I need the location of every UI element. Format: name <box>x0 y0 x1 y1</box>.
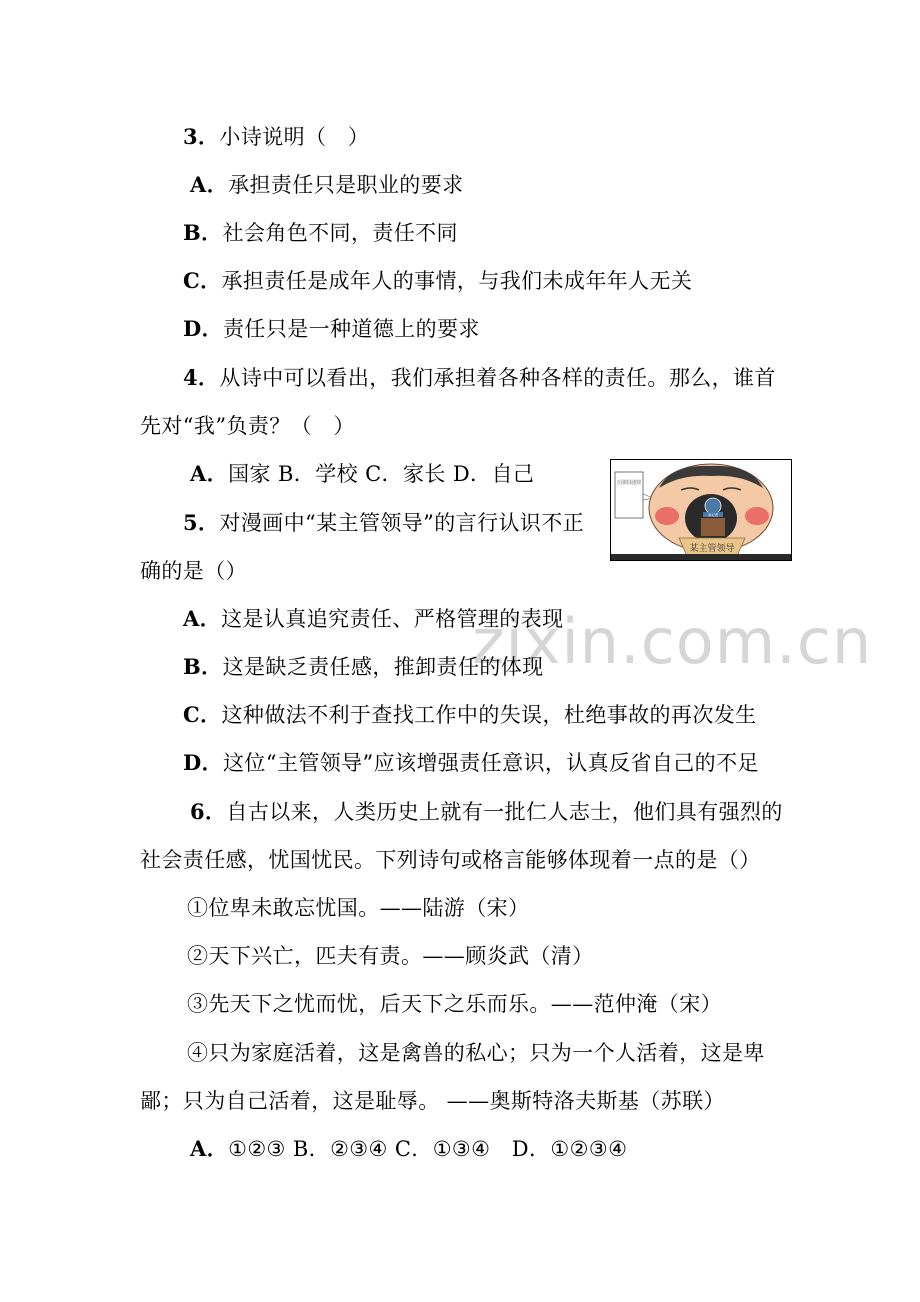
q-text: 自古以来，人类历史上就有一批仁人志士，他们具有强烈的 <box>226 800 783 824</box>
option-text: 责任只是一种道德上的要求 <box>223 317 480 341</box>
option-text: 这是缺乏责任感，推卸责任的体现 <box>222 655 544 679</box>
line-q3-a <box>190 172 464 198</box>
line-q6-options <box>190 1136 627 1162</box>
option-text: 这是认真追究责任、严格管理的表现 <box>221 607 564 631</box>
option-text: 承担责任是成年人的事情，与我们未成年年人无关 <box>221 269 693 293</box>
line-q4-options <box>190 461 534 487</box>
q-number: 6． <box>190 799 227 824</box>
line-q5-a <box>183 606 564 632</box>
line-q6 <box>190 799 783 825</box>
line-q3-b <box>183 220 458 246</box>
line-q6-item4 <box>187 1040 765 1066</box>
option-letter: A． <box>183 606 222 631</box>
line-q3-c <box>183 268 692 294</box>
line-q6-item3 <box>187 991 722 1017</box>
line-q5-c <box>183 702 757 728</box>
line-q6-cont <box>140 847 761 873</box>
line-q3 <box>183 124 369 150</box>
option-letter: B． <box>183 220 223 245</box>
line-q5 <box>183 510 584 536</box>
bottom-strip <box>611 554 791 560</box>
line-q5-b <box>183 654 544 680</box>
option-letter: D． <box>183 750 224 775</box>
option-text: 承担责任只是职业的要求 <box>228 173 464 197</box>
option-letter: C． <box>183 702 222 727</box>
watermark: zixin.com.cn <box>472 605 873 678</box>
cheek-icon <box>745 507 769 525</box>
line-q4-cont <box>140 413 355 439</box>
cartoon-image <box>610 459 792 561</box>
cartoon-drawing <box>611 460 791 560</box>
small-figure-badge-text: 某记者 <box>707 513 719 517</box>
q-text: 对漫画中“某主管领导”的言行认识不正 <box>219 511 585 535</box>
item-text: ①位卑未敢忘忧国。——陆游（宋） <box>187 896 530 920</box>
q-number: 4． <box>183 365 220 390</box>
line-q6-item2 <box>187 943 594 969</box>
item-text: 鄙；只为自己活着，这是耻辱。 ——奥斯特洛夫斯基（苏联） <box>140 1089 725 1113</box>
option-text: 这种做法不利于查找工作中的失误，杜绝事故的再次发生 <box>221 703 757 727</box>
q-text: 从诗中可以看出，我们承担着各种各样的责任。那么，谁首 <box>219 366 776 390</box>
option-letter: A． <box>190 172 229 197</box>
option-text: 国家 B．学校 C．家长 D．自己 <box>228 462 535 486</box>
line-q6-item4-cont <box>140 1088 725 1114</box>
option-text: ①②③ B．②③④ C．①③④ D．①②③④ <box>228 1137 628 1161</box>
option-text: 这位“主管领导”应该增强责任意识，认真反省自己的不足 <box>223 751 759 775</box>
line-q3-d <box>183 316 480 342</box>
option-letter: A． <box>190 461 229 486</box>
item-text: ④只为家庭活着，这是禽兽的私心；只为一个人活着，这是卑 <box>187 1041 765 1065</box>
cheek-icon <box>655 507 679 525</box>
q-number: 3． <box>183 124 220 149</box>
line-q6-item1 <box>187 895 529 921</box>
line-q5-d <box>183 750 759 776</box>
speech-bubble-text: 这不是我的错 那是他们的错 <box>617 480 679 486</box>
option-letter: D． <box>183 316 224 341</box>
line-q4 <box>183 365 776 391</box>
podium-icon <box>701 518 725 536</box>
item-text: ③先天下之忧而忧，后天下之乐而乐。——范仲淹（宋） <box>187 992 722 1016</box>
name-sign-text: 某主管领导 <box>689 544 735 554</box>
option-text: 社会角色不同，责任不同 <box>222 221 458 245</box>
q-text: 先对“我”负责？（ ） <box>140 414 355 438</box>
q-number: 5． <box>183 510 220 535</box>
item-text: ②天下兴亡，匹夫有责。——顾炎武（清） <box>187 944 594 968</box>
option-letter: C． <box>183 268 222 293</box>
line-q5-cont <box>140 558 247 584</box>
q-text: 确的是（） <box>140 559 247 583</box>
small-figure-icon <box>705 498 721 514</box>
option-letter: B． <box>183 654 223 679</box>
q-text: 社会责任感，忧国忧民。下列诗句或格言能够体现着一点的是（） <box>140 848 761 872</box>
option-letter: A． <box>190 1136 229 1161</box>
q-text: 小诗说明（ ） <box>219 125 370 149</box>
